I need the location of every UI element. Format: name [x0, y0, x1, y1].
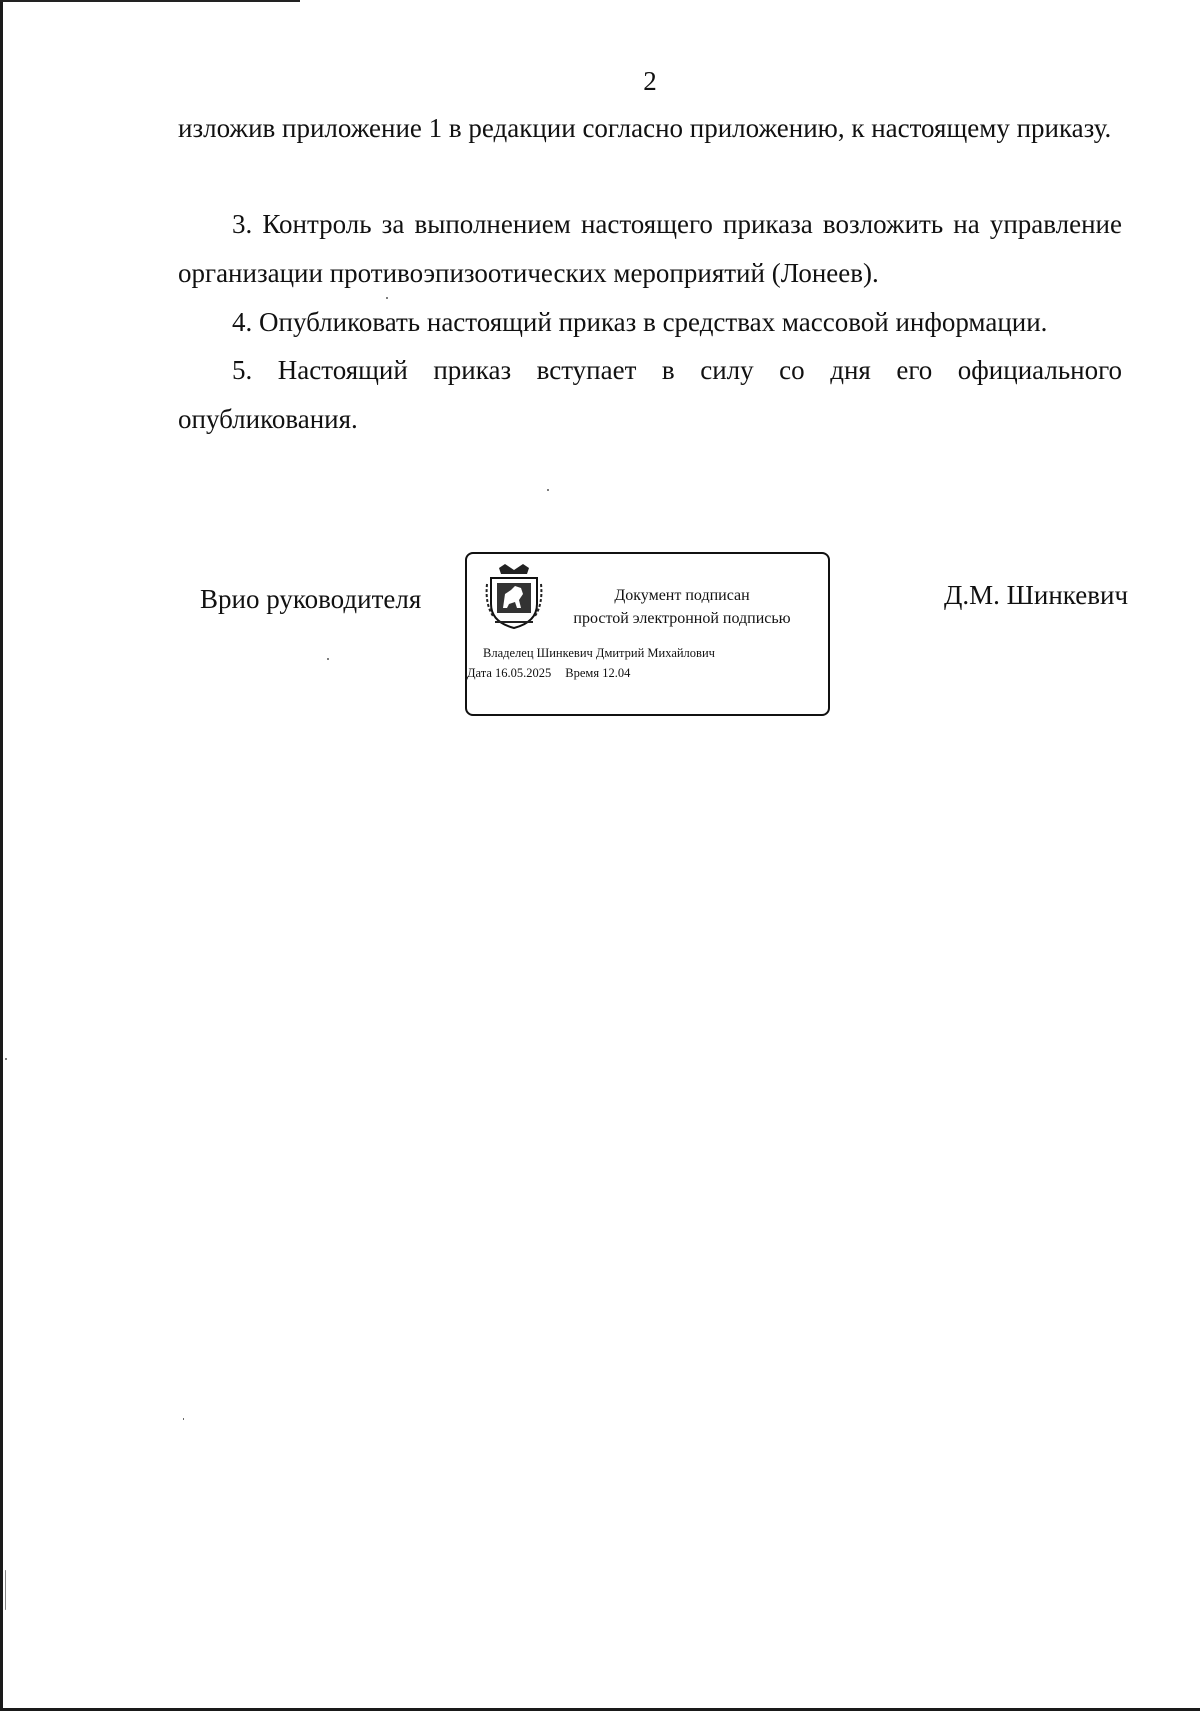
- coat-of-arms-icon: [485, 564, 543, 630]
- stamp-title-line1: Документ подписан: [614, 587, 750, 604]
- scan-speck: [386, 297, 388, 299]
- scan-speck: [327, 658, 329, 660]
- paragraph-5-text: 5. Настоящий приказ вступает в силу со дня его официального опубликования.: [178, 355, 1122, 434]
- paragraph-5: [178, 346, 1122, 444]
- stamp-time: Время 12.04: [565, 666, 631, 680]
- scan-edge-left: [0, 0, 3, 1711]
- scan-mark: [5, 1570, 6, 1610]
- signer-name: Д.М. Шинкевич: [944, 580, 1129, 610]
- scan-speck: [5, 1058, 7, 1060]
- stamp-date: Дата 16.05.2025: [467, 666, 552, 680]
- electronic-signature-stamp: [465, 552, 830, 716]
- paragraph-3: [178, 200, 1122, 298]
- stamp-owner: Владелец Шинкевич Дмитрий Михайлович: [483, 646, 715, 660]
- stamp-title: [547, 584, 817, 630]
- scan-speck: [183, 1418, 184, 1420]
- scan-speck: [547, 489, 549, 491]
- paragraph-4: [178, 298, 1122, 347]
- signer-position: Врио руководителя: [200, 584, 422, 614]
- paragraph-continuation: [178, 104, 1122, 153]
- page-number: 2: [643, 66, 657, 96]
- paragraph-continuation-text: изложив приложение 1 в редакции согласно приложению, к настоящему приказу.: [178, 113, 1112, 143]
- paragraph-3-text: 3. Контроль за выполнением настоящего приказа возложить на управление организации противоэпизоотических мероприятий (Лонеев).: [178, 209, 1122, 288]
- stamp-date-time: [467, 666, 644, 681]
- paragraph-4-text: 4. Опубликовать настоящий приказ в средствах массовой информации.: [232, 307, 1048, 337]
- stamp-title-line2: простой электронной подписью: [573, 610, 791, 627]
- scan-edge-top: [0, 0, 300, 2]
